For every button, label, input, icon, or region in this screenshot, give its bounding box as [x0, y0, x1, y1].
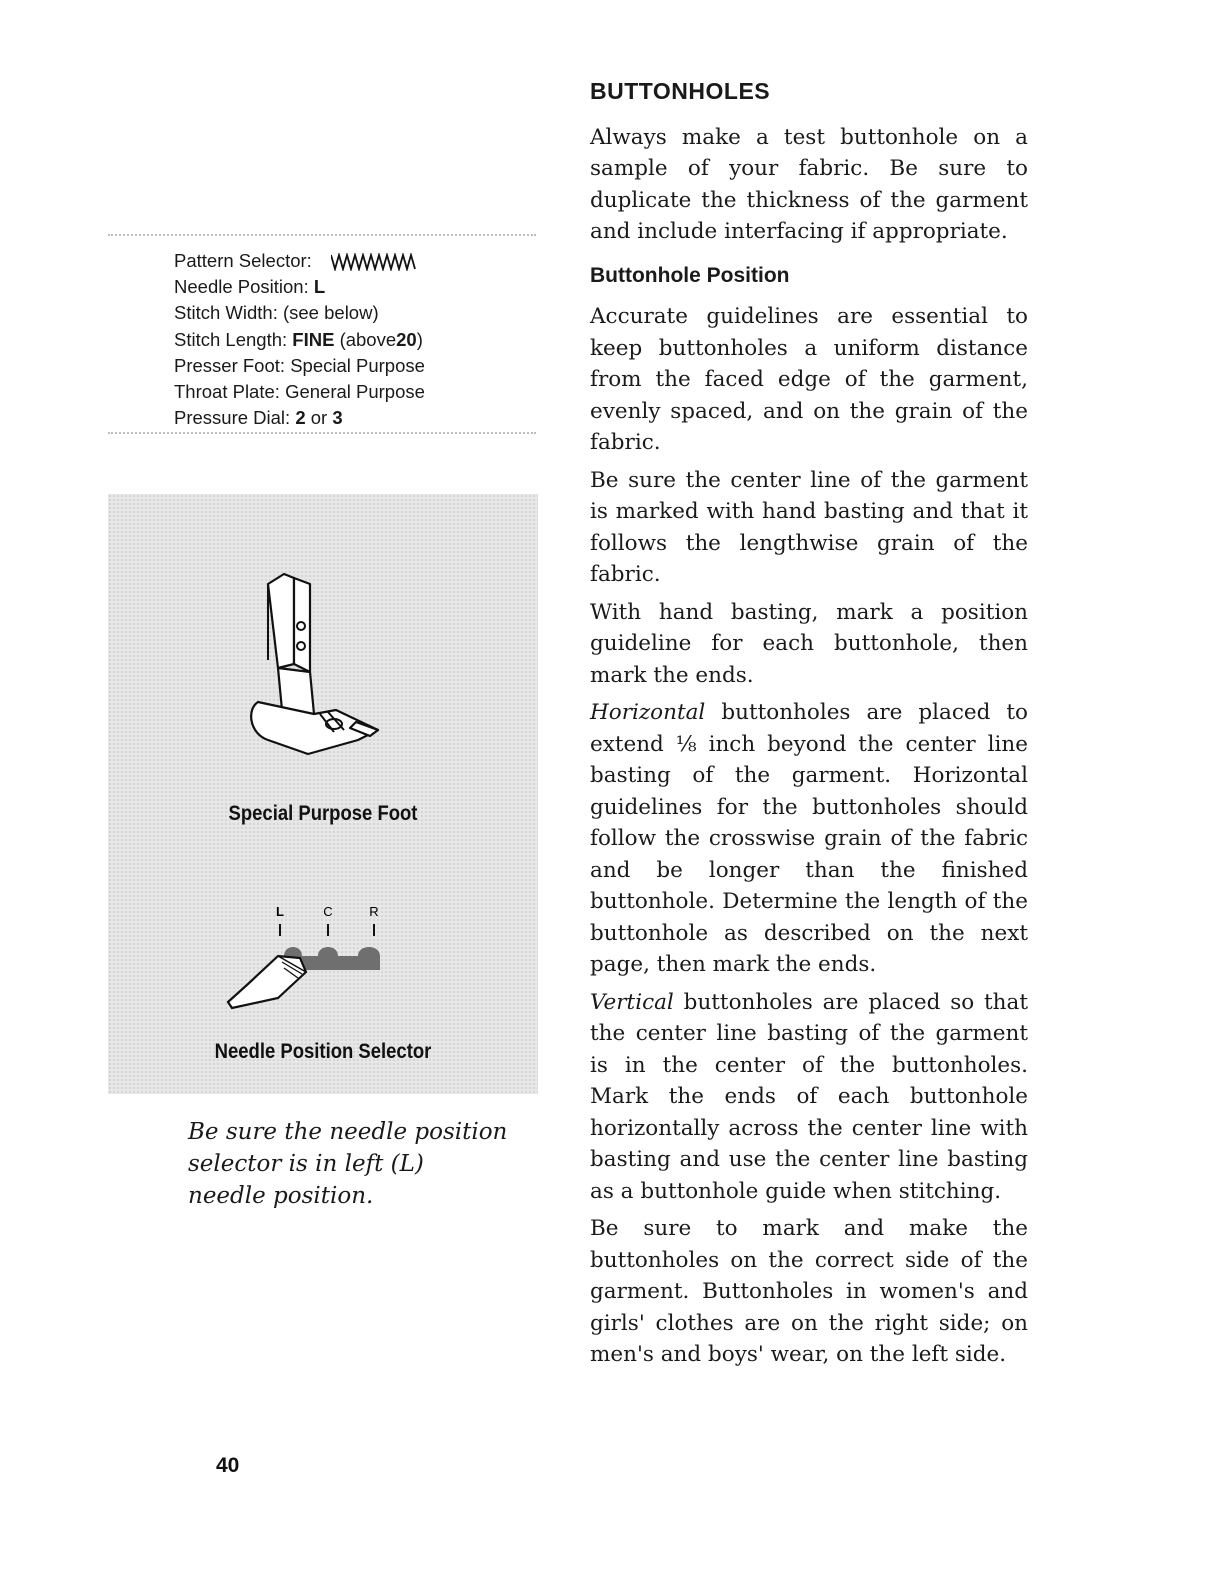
needle-position-label: Needle Position: — [174, 276, 309, 298]
illustration-panel — [108, 494, 538, 1094]
stitch-length-label: Stitch Length: — [174, 328, 288, 350]
presser-foot-icon — [238, 564, 398, 764]
page-heading: BUTTONHOLES — [590, 78, 771, 104]
needle-position-selector-icon — [218, 894, 418, 1024]
stitch-length-paren-close: ) — [416, 328, 423, 350]
needle-position-value: L — [313, 276, 326, 298]
paragraph-hand-basting: With hand basting, mark a position guideline for each buttonhole, then mark the ends. — [590, 599, 1028, 688]
paragraph-center-line: Be sure the center line of the garment is marked with hand basting and that it follows the lengthwise grain of the fabric. — [590, 467, 1028, 587]
selector-letter-r: R — [369, 904, 379, 919]
stitch-length-number: 20 — [396, 328, 417, 350]
selector-caption: Needle Position Selector — [214, 1040, 432, 1063]
stitch-width-value: (see below) — [282, 302, 379, 324]
zigzag-stitch-icon — [331, 253, 417, 271]
paragraph-vertical — [590, 987, 1028, 1208]
presser-foot-row — [174, 353, 536, 379]
needle-position-row — [174, 274, 536, 300]
stitch-length-paren-open: (above — [339, 328, 397, 350]
pressure-dial-value-b: 3 — [332, 407, 343, 429]
pattern-selector-row — [174, 248, 536, 274]
page-number: 40 — [216, 1454, 240, 1477]
pressure-dial-label: Pressure Dial: — [174, 407, 291, 429]
intro-paragraph: Always make a test buttonhole on a sample of your fabric. Be sure to duplicate the thickness of the garment and include interfacing if appropriate. — [590, 124, 1028, 244]
presser-foot-label: Presser Foot: — [174, 354, 286, 376]
paragraph-horizontal — [590, 697, 1028, 981]
foot-caption: Special Purpose Foot — [228, 802, 418, 825]
stitch-length-value: FINE — [292, 328, 335, 350]
horizontal-term: Horizontal — [590, 700, 706, 725]
section-subheading: Buttonhole Position — [590, 263, 790, 287]
throat-plate-row — [174, 379, 536, 405]
stitch-width-label: Stitch Width: — [174, 302, 278, 324]
pressure-dial-row — [174, 405, 536, 431]
paragraph-guidelines: Accurate guidelines are essential to keep buttonholes a uniform distance from the faced edge of the garment, evenly spaced, and on the grain of the fabric. — [590, 304, 1028, 455]
stitch-width-row — [174, 300, 536, 326]
main-text-column — [590, 76, 1028, 1377]
needle-position-note: Be sure the needle position selector is in left (L) needle position. — [188, 1119, 508, 1209]
pattern-selector-label: Pattern Selector: — [174, 250, 312, 271]
stitch-length-row — [174, 327, 536, 353]
pressure-dial-value-a: 2 — [295, 407, 306, 429]
pressure-dial-or: or — [310, 407, 328, 429]
machine-settings — [108, 234, 536, 434]
vertical-term: Vertical — [590, 989, 674, 1015]
vertical-text: buttonholes are placed so that the center line basting of the garment is in the center of the buttonholes. Mark the ends of each buttonhole horizontally across the center line with basting and use the center line basting as a buttonhole guide when stitching. — [590, 989, 1028, 1204]
horizontal-text: buttonholes are placed to extend ⅛ inch beyond the center line basting of the garment. Horizontal guidelines for the buttonholes should follow the crosswise grain of the fabric and be longer than the finished buttonhole. Determine the length of the buttonhole as described on the next page, then mark the ends. — [590, 700, 1028, 977]
selector-letter-c: C — [323, 904, 333, 919]
presser-foot-value: Special Purpose — [290, 354, 425, 376]
throat-plate-label: Throat Plate: — [174, 381, 280, 403]
selector-letter-l: L — [276, 904, 284, 919]
throat-plate-value: General Purpose — [285, 381, 425, 403]
paragraph-correct-side: Be sure to mark and make the buttonholes on the correct side of the garment. Buttonholes in women's and girls' clothes are on the right side; on men's and boys' wear, on the left side. — [590, 1216, 1028, 1367]
